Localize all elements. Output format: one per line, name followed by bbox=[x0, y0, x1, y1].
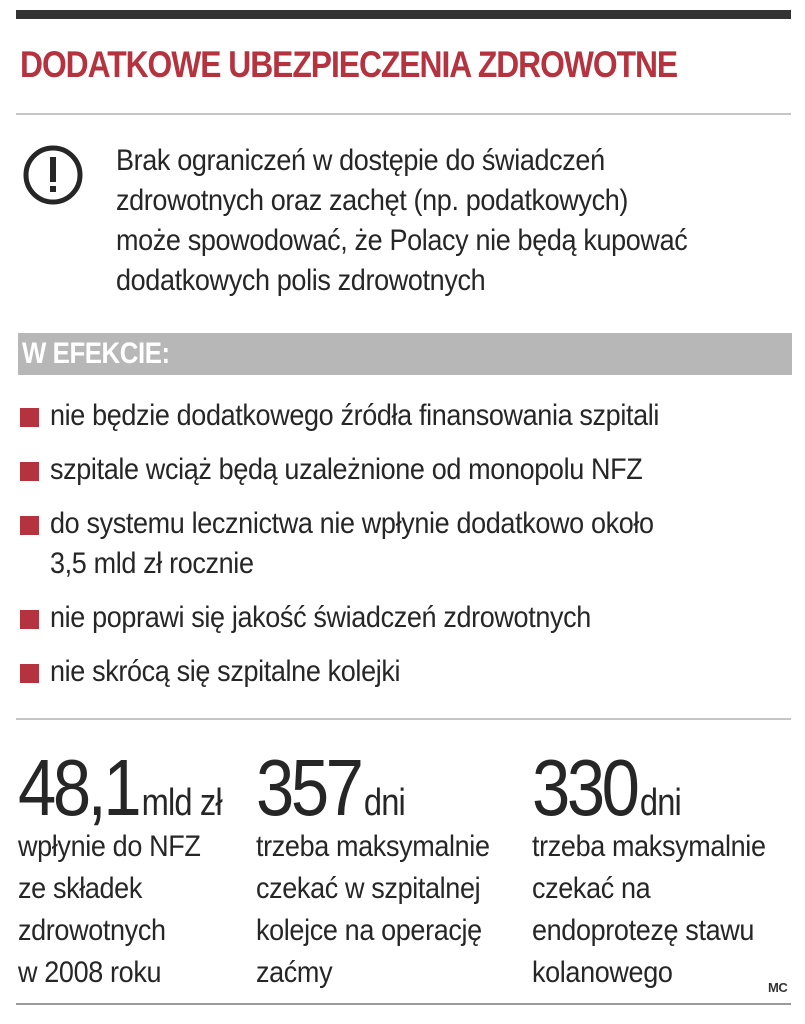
stat-line: kolejce na operację bbox=[256, 914, 482, 947]
stat-line: ze składek bbox=[18, 872, 142, 905]
list-item-line: 3,5 mld zł rocznie bbox=[50, 547, 254, 580]
bullet-square-icon bbox=[20, 516, 39, 535]
author-credit: MC bbox=[768, 980, 788, 995]
bullet-square-icon bbox=[20, 408, 39, 427]
stat-value: 48,1 bbox=[18, 743, 139, 832]
stat-block bbox=[256, 743, 490, 989]
stat-unit: dni bbox=[639, 782, 681, 824]
stat-line: trzeba maksymalnie bbox=[532, 830, 766, 863]
list-item-line: nie skrócą się szpitalne kolejki bbox=[50, 655, 401, 688]
stat-line: endoprotezę stawu bbox=[532, 914, 755, 947]
alert-line: może spowodować, że Polacy nie będą kupować bbox=[116, 224, 688, 257]
stat-line: wpłynie do NFZ bbox=[18, 830, 201, 863]
stat-value: 330 bbox=[532, 743, 637, 832]
divider bbox=[16, 718, 791, 720]
stat-unit: dni bbox=[363, 782, 405, 824]
effects-heading: W EFEKCIE: bbox=[22, 337, 170, 370]
list-item-text bbox=[50, 652, 439, 692]
list-item-text bbox=[50, 598, 651, 638]
list-item-line: szpitale wciąż będą uzależnione od monopolu NFZ bbox=[50, 453, 643, 486]
exclamation-circle-icon bbox=[22, 144, 84, 206]
list-item-text bbox=[50, 504, 721, 584]
alert-line: Brak ograniczeń w dostępie do świadczeń bbox=[116, 144, 605, 177]
stat-block bbox=[18, 743, 255, 989]
alert-text bbox=[116, 141, 776, 301]
bullet-square-icon bbox=[20, 610, 39, 629]
list-item-text bbox=[50, 450, 708, 490]
alert-line: dodatkowych polis zdrowotnych bbox=[116, 264, 486, 297]
stat-line: czekać na bbox=[532, 872, 651, 905]
top-rule bbox=[16, 10, 791, 19]
stat-block bbox=[532, 743, 766, 989]
stat-line: czekać w szpitalnej bbox=[256, 872, 481, 905]
stat-line: kolanowego bbox=[532, 956, 673, 989]
stat-value: 357 bbox=[256, 743, 361, 832]
list-item-line: nie poprawi się jakość świadczeń zdrowotnych bbox=[50, 601, 591, 634]
stat-line: trzeba maksymalnie bbox=[256, 830, 490, 863]
alert-line: zdrowotnych oraz zachęt (np. podatkowych) bbox=[116, 184, 629, 217]
stat-line: zaćmy bbox=[256, 956, 333, 989]
stat-description bbox=[256, 826, 516, 994]
stat-unit: mld zł bbox=[141, 782, 222, 824]
page-title: DODATKOWE UBEZPIECZENIA ZDROWOTNE bbox=[20, 44, 678, 85]
list-item-line: do systemu lecznictwa nie wpłynie dodatkowo około bbox=[50, 507, 654, 540]
stat-description bbox=[532, 826, 792, 994]
bullet-square-icon bbox=[20, 462, 39, 481]
stat-line: zdrowotnych bbox=[18, 914, 166, 947]
bottom-rule bbox=[16, 1003, 791, 1005]
stat-line: w 2008 roku bbox=[18, 956, 162, 989]
list-item-text bbox=[50, 396, 727, 436]
stat-description bbox=[18, 826, 221, 994]
bullet-square-icon bbox=[20, 664, 39, 683]
divider bbox=[16, 113, 791, 115]
list-item-line: nie będzie dodatkowego źródła finansowania szpitali bbox=[50, 399, 660, 432]
